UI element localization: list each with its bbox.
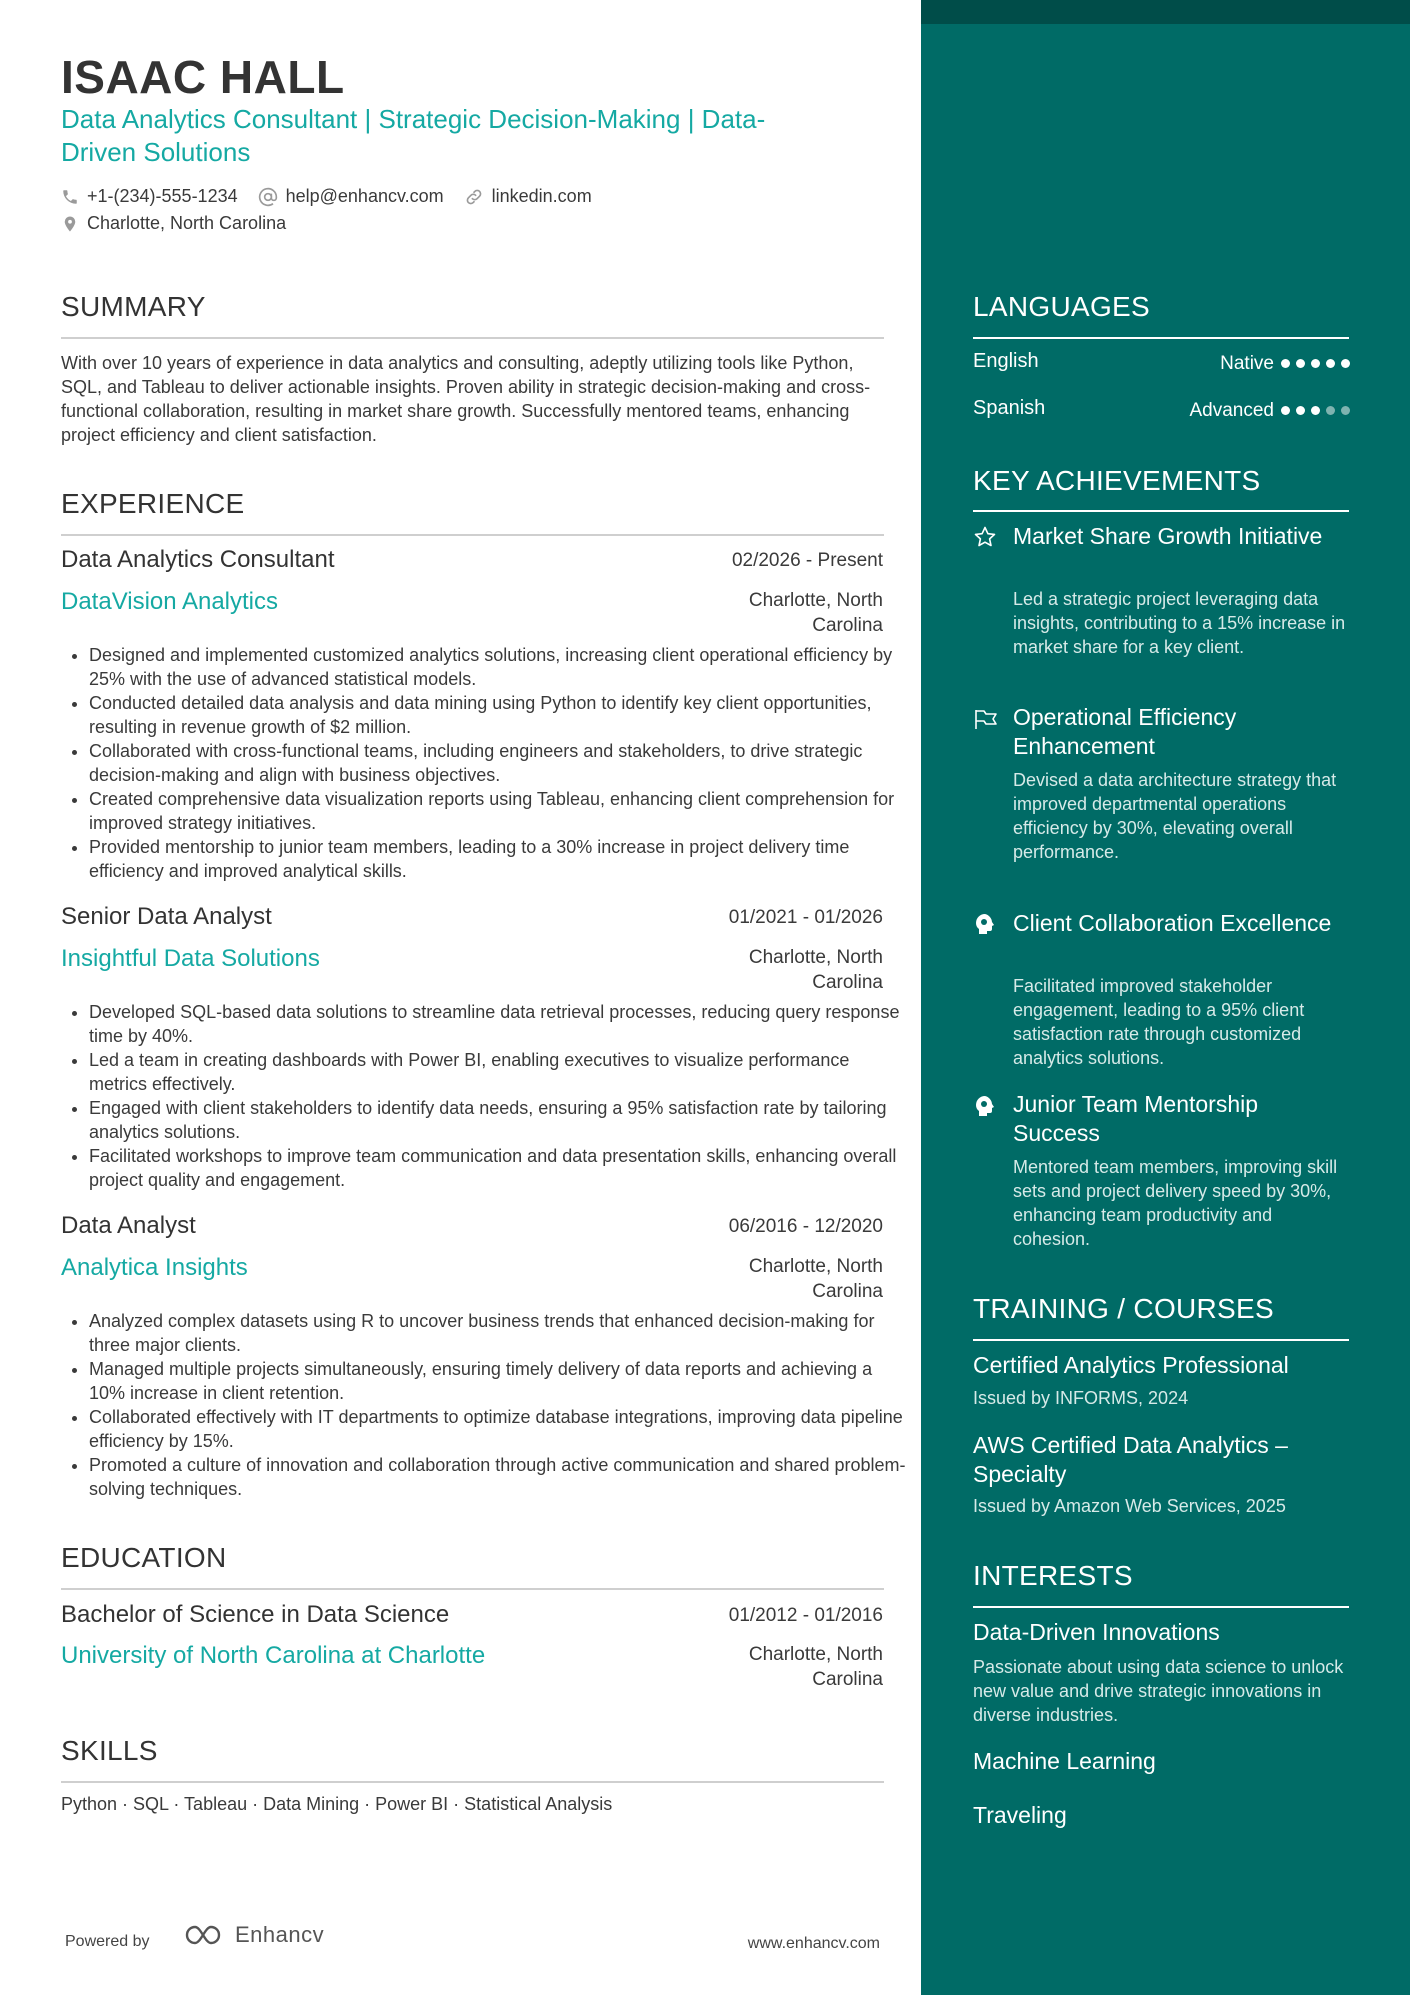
education-degree: Bachelor of Science in Data Science — [61, 1601, 450, 1628]
interests-divider — [973, 1606, 1349, 1608]
phone-contact[interactable] — [61, 186, 238, 207]
language-level: Advanced — [1189, 400, 1274, 421]
rating-dot — [1341, 359, 1350, 368]
powered-by-label: Powered by — [65, 1933, 150, 1950]
phone-icon — [61, 188, 79, 206]
at-icon — [258, 187, 278, 207]
job-bullet: • Created comprehensive data visualization reports using Tableau, enhancing client comprehension for improved strategy initiatives. — [89, 787, 912, 835]
job-company: Insightful Data Solutions — [61, 945, 320, 972]
sidebar-top-bar — [921, 0, 1410, 24]
rating-dot — [1326, 359, 1335, 368]
rating-dot — [1326, 406, 1335, 415]
job-bullets — [61, 1000, 912, 1192]
job-dates: 01/2021 - 01/2026 — [728, 907, 883, 928]
achievement-title: Junior Team Mentorship Success — [1013, 1091, 1259, 1146]
head-icon — [973, 912, 997, 936]
job-bullet: • Collaborated effectively with IT departments to optimize database integrations, improving data pipeline efficiency by 15%. — [89, 1405, 912, 1453]
summary-text: With over 10 years of experience in data analytics and consulting, adeptly utilizing tools like Python, SQL, and Tableau to deliver actionable insights. Proven ability in strategic decision-making and cross-functional collaboration, resulting in market share growth. Successfully mentored teams, enhancing project efficiency and client satisfaction. — [61, 353, 871, 445]
interest-title: Data-Driven Innovations — [973, 1619, 1220, 1645]
training-heading: TRAINING / COURSES — [973, 1293, 1274, 1324]
experience-heading: EXPERIENCE — [61, 488, 245, 519]
linkedin-text: linkedin.com — [491, 186, 592, 206]
achievement-title: Client Collaboration Excellence — [1013, 910, 1332, 936]
job-bullet: • Analyzed complex datasets using R to uncover business trends that enhanced decision-making for three major clients. — [89, 1309, 912, 1357]
email-contact[interactable] — [258, 186, 444, 207]
linkedin-contact[interactable] — [464, 186, 592, 207]
language-rating — [1275, 406, 1350, 415]
job-bullet: • Led a team in creating dashboards with Power BI, enabling executives to visualize performance metrics effectively. — [89, 1048, 912, 1096]
education-dates: 01/2012 - 01/2016 — [728, 1605, 883, 1626]
job-location: Charlotte, North Carolina — [748, 1256, 883, 1302]
location-pin-icon — [61, 215, 79, 233]
head-icon — [973, 1094, 997, 1118]
candidate-name: ISAAC HALL — [61, 51, 345, 103]
job-bullet: • Promoted a culture of innovation and collaboration through active communication and shared problem-solving techniques. — [89, 1453, 912, 1501]
sidebar — [921, 0, 1410, 1995]
job-bullets — [61, 1309, 912, 1501]
training-divider — [973, 1339, 1349, 1341]
languages-divider — [973, 337, 1349, 339]
rating-dot — [1281, 406, 1290, 415]
job-location: Charlotte, North Carolina — [748, 590, 883, 636]
summary-heading: SUMMARY — [61, 291, 206, 322]
rating-dot — [1311, 359, 1320, 368]
course-issuer: Issued by INFORMS, 2024 — [973, 1388, 1189, 1408]
achievements-heading: KEY ACHIEVEMENTS — [973, 465, 1261, 496]
interests-heading: INTERESTS — [973, 1560, 1133, 1591]
rating-dot — [1296, 359, 1305, 368]
achievement-desc: Mentored team members, improving skill sets and project delivery speed by 30%, enhancing team productivity and cohesion. — [1013, 1157, 1338, 1249]
candidate-title: Data Analytics Consultant | Strategic Decision-Making | Data-Driven Solutions — [61, 104, 766, 167]
job-bullet: • Engaged with client stakeholders to identify data needs, ensuring a 95% satisfaction rate by tailoring analytics solutions. — [89, 1096, 912, 1144]
skills-heading: SKILLS — [61, 1735, 158, 1766]
summary-divider — [61, 337, 884, 339]
phone-text: +1-(234)-555-1234 — [87, 186, 238, 206]
job-bullet: • Collaborated with cross-functional teams, including engineers and stakeholders, to drive strategic decision-making and align with business objectives. — [89, 739, 912, 787]
education-school: University of North Carolina at Charlotte — [61, 1642, 486, 1669]
job-title: Data Analyst — [61, 1212, 196, 1239]
email-text: help@enhancv.com — [285, 186, 444, 206]
achievement-desc: Led a strategic project leveraging data insights, contributing to a 15% increase in market share for a key client. — [1013, 589, 1346, 657]
job-bullet: • Conducted detailed data analysis and data mining using Python to identify key client opportunities, resulting in revenue growth of $2 million. — [89, 691, 912, 739]
course-issuer: Issued by Amazon Web Services, 2025 — [973, 1496, 1286, 1516]
enhancv-logo[interactable] — [183, 1922, 324, 1948]
job-title: Data Analytics Consultant — [61, 546, 335, 573]
star-icon — [973, 525, 997, 549]
education-location: Charlotte, North Carolina — [748, 1644, 883, 1690]
language-name: English — [973, 350, 1039, 372]
rating-dot — [1341, 406, 1350, 415]
rating-dot — [1281, 359, 1290, 368]
education-heading: EDUCATION — [61, 1542, 227, 1573]
skills-divider — [61, 1781, 884, 1783]
rating-dot — [1311, 406, 1320, 415]
job-bullet: • Provided mentorship to junior team members, leading to a 30% increase in project delivery time efficiency and improved analytical skills. — [89, 835, 912, 883]
job-bullets — [61, 643, 912, 883]
enhancv-logo-icon — [183, 1923, 229, 1947]
job-bullet: • Developed SQL-based data solutions to streamline data retrieval processes, reducing query response time by 40%. — [89, 1000, 912, 1048]
language-rating — [1275, 359, 1350, 368]
job-title: Senior Data Analyst — [61, 903, 272, 930]
job-company: DataVision Analytics — [61, 588, 279, 615]
course-title: AWS Certified Data Analytics – Specialty — [973, 1432, 1288, 1487]
job-bullet: • Designed and implemented customized analytics solutions, increasing client operational efficiency by 25% with the use of advanced statistical models. — [89, 643, 912, 691]
interest-title: Traveling — [973, 1802, 1067, 1828]
course-title: Certified Analytics Professional — [973, 1352, 1289, 1378]
job-location: Charlotte, North Carolina — [748, 947, 883, 993]
language-name: Spanish — [973, 397, 1046, 419]
flag-icon — [973, 707, 999, 731]
language-level: Native — [1220, 353, 1274, 374]
education-divider — [61, 1588, 884, 1590]
interest-desc: Passionate about using data science to unlock new value and drive strategic innovations in diverse industries. — [973, 1657, 1344, 1725]
contact-row — [61, 186, 612, 207]
skills-list: Python · SQL · Tableau · Data Mining · Power BI · Statistical Analysis — [61, 1794, 613, 1814]
achievement-title: Operational Efficiency Enhancement — [1013, 704, 1237, 759]
job-bullet: • Managed multiple projects simultaneously, ensuring timely delivery of data reports and achieving a 10% increase in client retention. — [89, 1357, 912, 1405]
link-icon — [464, 187, 484, 207]
location-text: Charlotte, North Carolina — [87, 213, 287, 233]
location-contact — [61, 213, 286, 234]
languages-heading: LANGUAGES — [973, 291, 1150, 322]
enhancv-logo-text: Enhancv — [235, 1922, 325, 1947]
experience-divider — [61, 534, 884, 536]
interest-title: Machine Learning — [973, 1748, 1156, 1774]
job-bullet: • Facilitated workshops to improve team communication and data presentation skills, enhancing overall project quality and engagement. — [89, 1144, 912, 1192]
achievement-desc: Devised a data architecture strategy that improved departmental operations efficiency by 30%, elevating overall performance. — [1013, 770, 1337, 862]
achievement-desc: Facilitated improved stakeholder engagement, leading to a 95% client satisfaction rate through customized analytics solutions. — [1013, 976, 1305, 1068]
achievement-title: Market Share Growth Initiative — [1013, 523, 1323, 549]
job-dates: 02/2026 - Present — [731, 550, 883, 571]
job-dates: 06/2016 - 12/2020 — [728, 1216, 883, 1237]
job-company: Analytica Insights — [61, 1254, 248, 1281]
achievements-divider — [973, 510, 1349, 512]
location-row — [61, 213, 306, 234]
rating-dot — [1296, 406, 1305, 415]
footer-url[interactable]: www.enhancv.com — [747, 1935, 880, 1952]
